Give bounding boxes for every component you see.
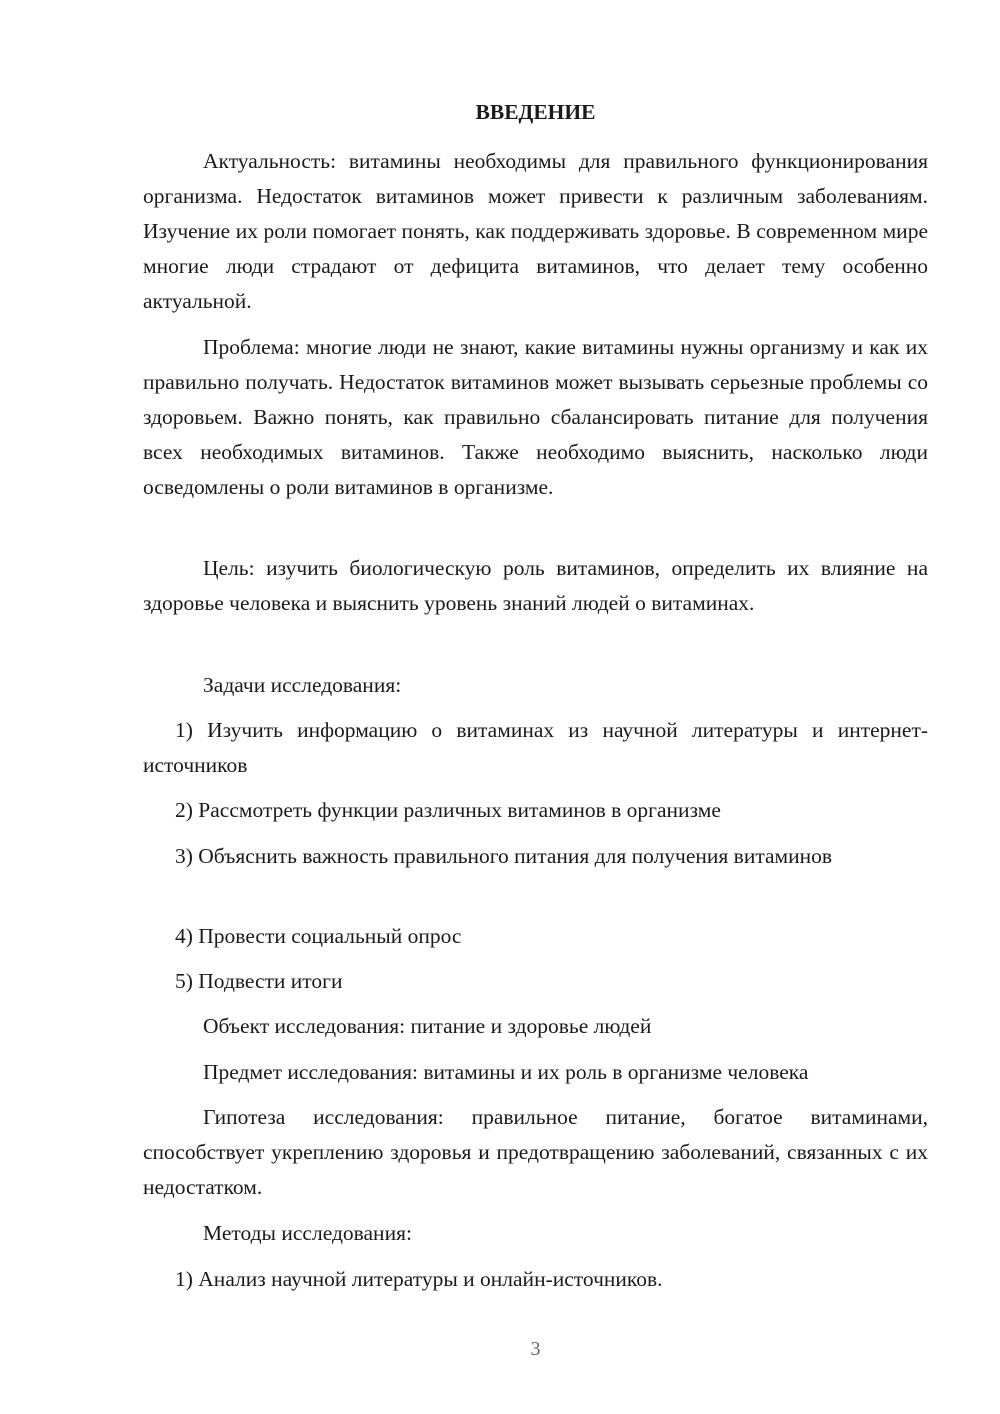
tasks-heading: Задачи исследования: — [203, 673, 402, 697]
task-item-1: 1) Изучить информацию о витаминах из научной литературы и интернет-источников — [143, 718, 928, 777]
task-item-4: 4) Провести социальный опрос — [175, 924, 462, 948]
section-title: ВВЕДЕНИЕ — [475, 100, 596, 124]
problem-paragraph: Проблема: многие люди не знают, какие витамины нужны организму и как их правильно получать. Недостаток витаминов может вызывать серьезные проблемы со здоровьем. Важно понять, как правильно сбалансировать питание для получения всех необходимых витаминов. Также необходимо выяснить, насколько люди осведомлены о роли витаминов в организме. — [143, 335, 928, 499]
object-paragraph: Объект исследования: питание и здоровье людей — [203, 1014, 652, 1038]
goal-paragraph: Цель: изучить биологическую роль витаминов, определить их влияние на здоровье человека и выяснить уровень знаний людей о витаминах. — [143, 556, 928, 615]
task-item-3: 3) Объяснить важность правильного питания для получения витаминов — [175, 844, 833, 868]
hypothesis-paragraph: Гипотеза исследования: правильное питание, богатое витаминами, способствует укреплению здоровья и предотвращению заболеваний, связанных с их недостатком. — [143, 1105, 928, 1199]
methods-heading: Методы исследования: — [203, 1221, 412, 1245]
subject-paragraph: Предмет исследования: витамины и их роль в организме человека — [203, 1060, 809, 1084]
relevance-paragraph: Актуальность: витамины необходимы для правильного функционирования организма. Недостаток витаминов может привести к различным заболеваниям. Изучение их роли помогает понять, как поддерживать здоровье. В современном мире многие люди страдают от дефицита витаминов, что делает тему особенно актуальной. — [143, 149, 928, 313]
method-item-1: 1) Анализ научной литературы и онлайн-источников. — [175, 1267, 663, 1291]
task-item-2: 2) Рассмотреть функции различных витаминов в организме — [175, 798, 721, 822]
task-item-5: 5) Подвести итоги — [175, 969, 343, 993]
page-number: 3 — [530, 1338, 541, 1360]
document-page — [143, 0, 928, 1414]
